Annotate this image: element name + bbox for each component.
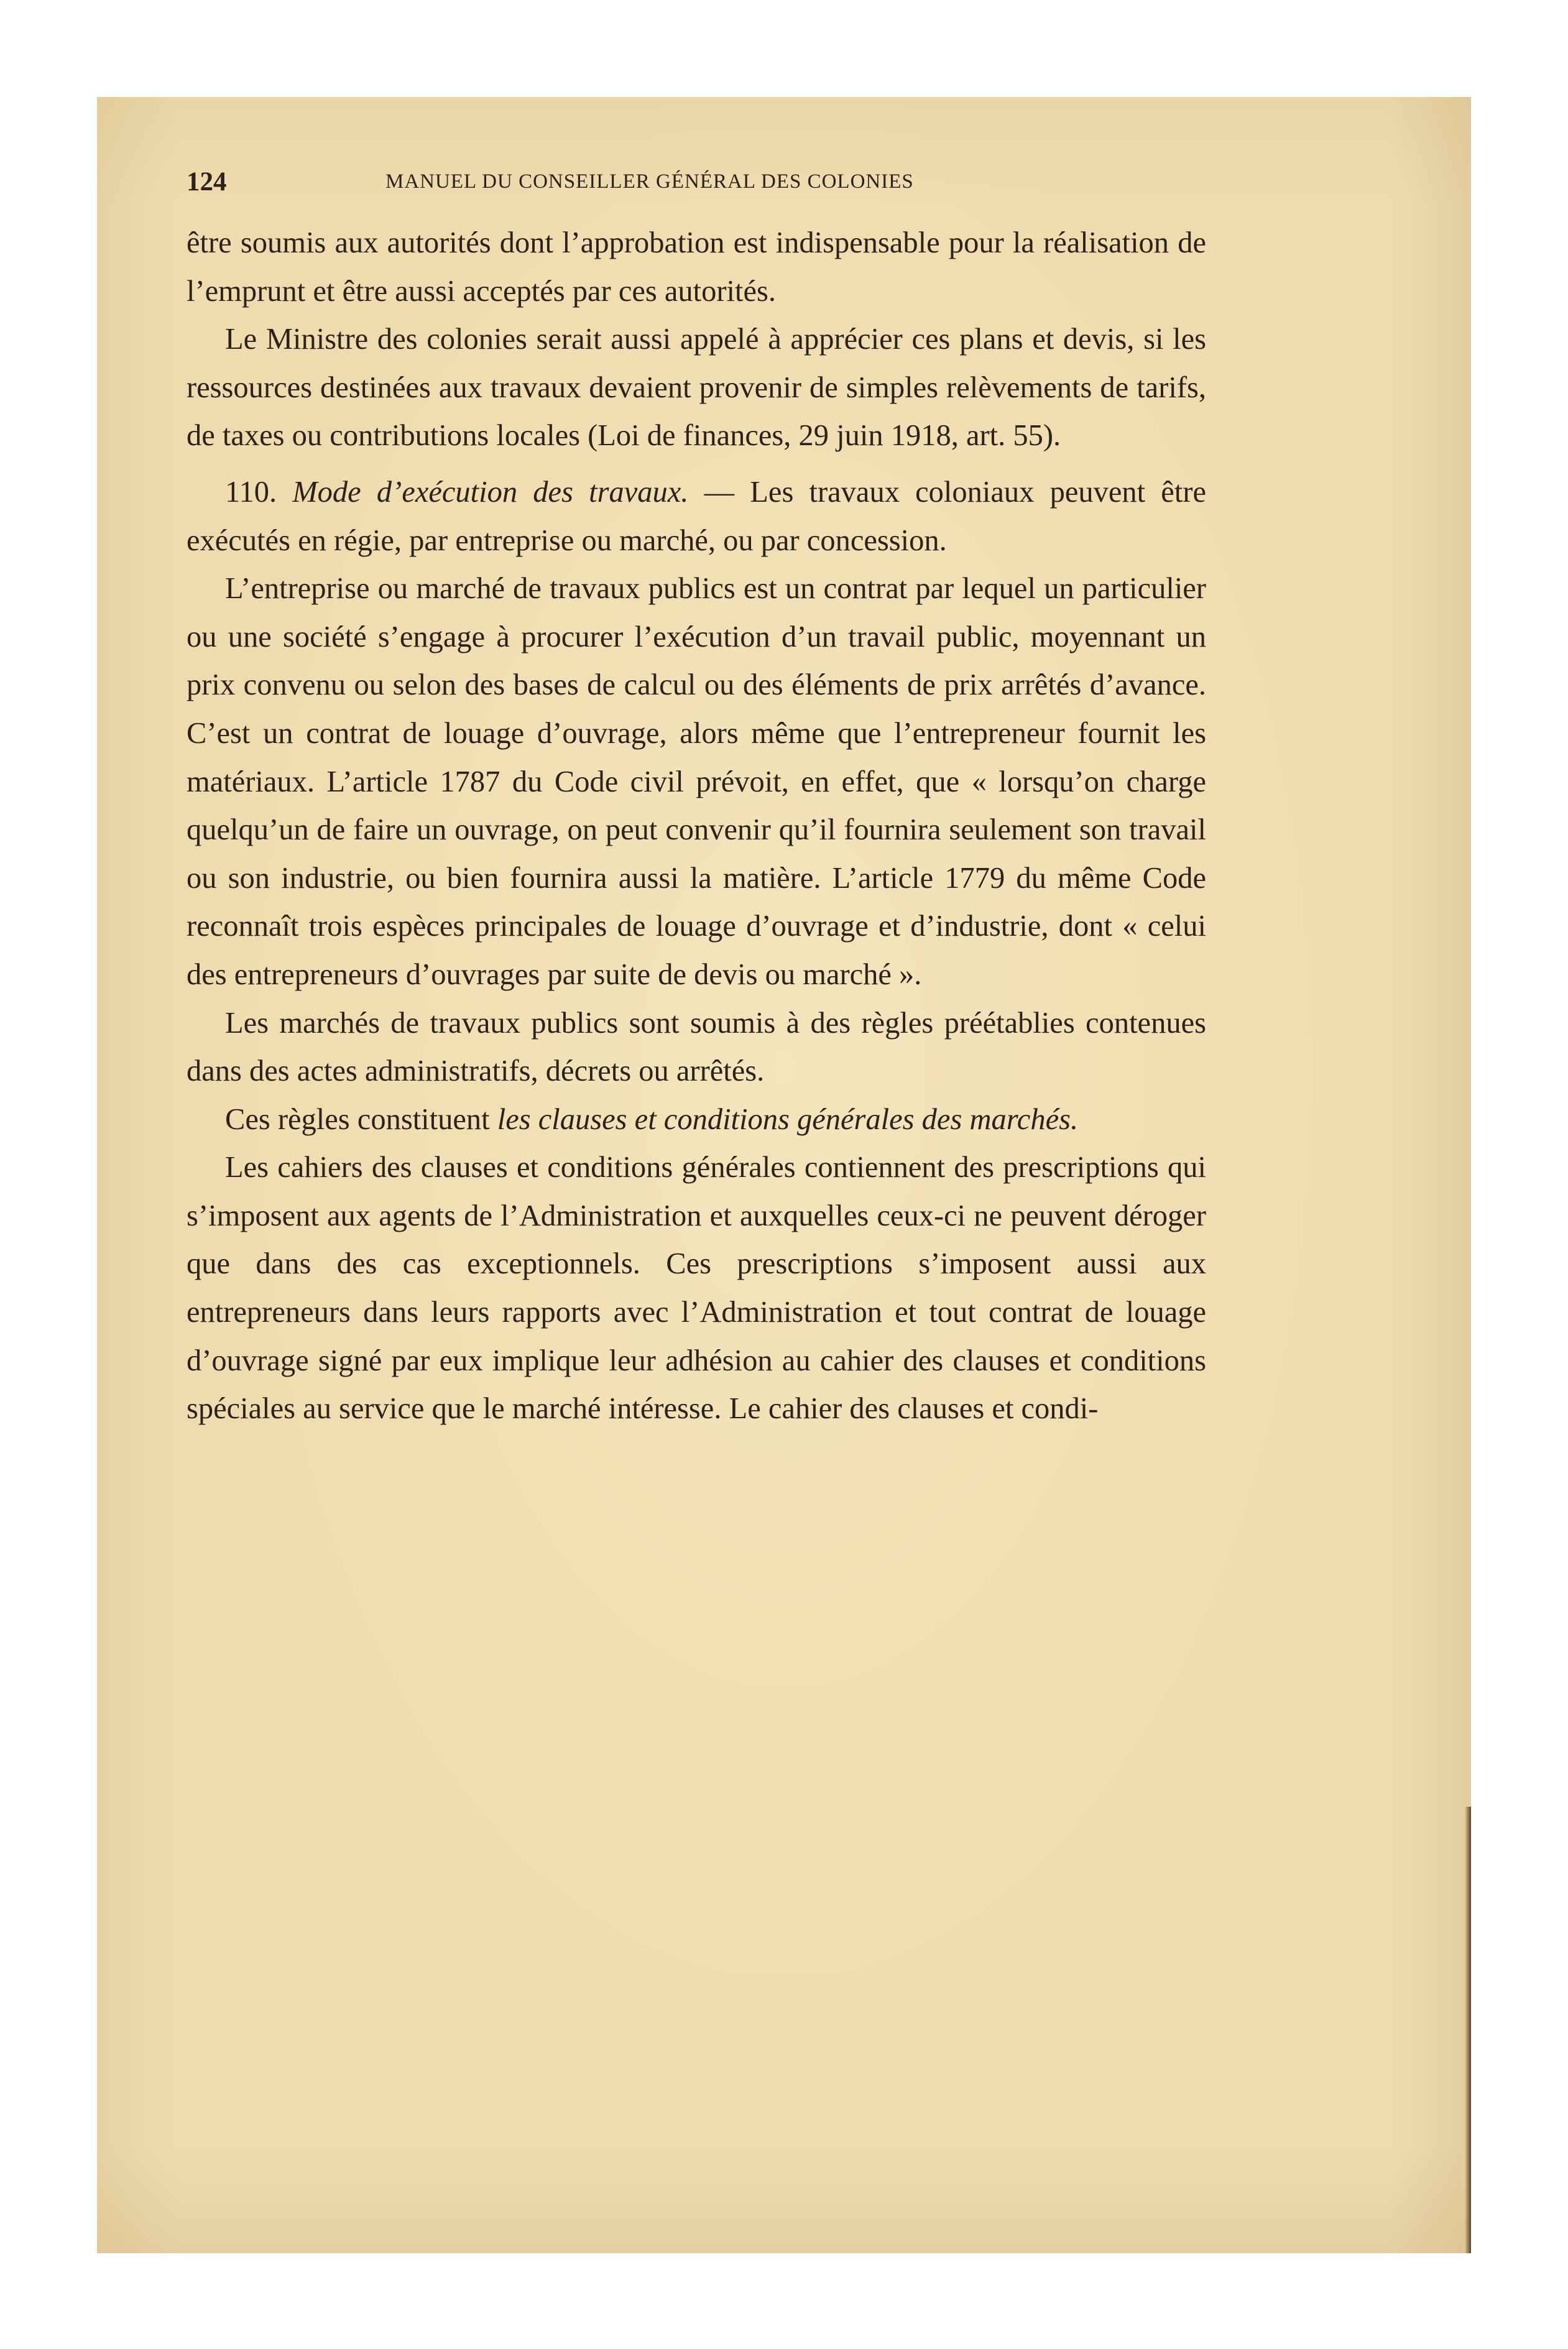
italic-phrase: les clauses et conditions générales des marchés. bbox=[497, 1102, 1079, 1136]
body-text bbox=[187, 219, 1206, 1433]
paragraph bbox=[187, 1096, 1206, 1144]
section-paragraph bbox=[187, 468, 1206, 565]
section-number: 110. bbox=[225, 475, 277, 509]
page-edge-shadow bbox=[1465, 1807, 1471, 2253]
paragraph: Les marchés de travaux publics sont soumis à des règles préétablies contenues dans des actes administratifs, décrets ou arrêtés. bbox=[187, 1006, 1206, 1088]
paragraph: Le Ministre des colonies serait aussi appelé à apprécier ces plans et devis, si les ressources destinées aux travaux devaient provenir de simples relèvements de tarifs, de taxes ou contributions locales (Loi de finances, 29 juin 1918, art. 55). bbox=[187, 323, 1206, 453]
section-title: Mode d’exécution des travaux. bbox=[292, 475, 689, 509]
paragraph-text: Ces règles constituent bbox=[225, 1102, 497, 1136]
paragraph-continuation: être soumis aux autorités dont l’approbation est indispensable pour la réalisation de l’emprunt et être aussi acceptés par ces autorités. bbox=[187, 226, 1206, 308]
running-title: MANUEL DU CONSEILLER GÉNÉRAL DES COLONIES bbox=[385, 170, 914, 193]
paragraph: L’entreprise ou marché de travaux publics est un contrat par lequel un particulier ou une société s’engage à procurer l’exécution d’un travail public, moyennant un prix convenu ou selon des bases de calcul ou des éléments de prix arrêtés d’avance. C’est un contrat de louage d’ouvrage, alors même que l’entrepreneur fournit les matériaux. L’article 1787 du Code civil prévoit, en effet, que « lorsqu’on charge quelqu’un de faire un ouvrage, on peut convenir qu’il fournira seulement son travail ou son industrie, ou bien fournira aussi la matière. L’article 1779 du même Code reconnaît trois espèces principales de louage d’ouvrage et d’industrie, dont « celui des entrepreneurs d’ouvrages par suite de devis ou marché ». bbox=[187, 572, 1206, 991]
page-number: 124 bbox=[187, 167, 227, 196]
running-head bbox=[187, 167, 1287, 204]
paragraph: Les cahiers des clauses et conditions générales contiennent des prescriptions qui s’imposent aux agents de l’Administration et auxquelles ceux-ci ne peuvent déroger que dans des cas exceptionnels. Ces prescriptions s’imposent aussi aux entrepreneurs dans leurs rapports avec l’Administration et tout contrat de louage d’ouvrage signé par eux implique leur adhésion au cahier des clauses et conditions spéciales au service que le marché intéresse. Le cahier des clauses et condi- bbox=[187, 1151, 1206, 1426]
section-text: — Les travaux coloniaux peuvent être exécutés en régie, par entreprise ou marché, ou par concession. bbox=[187, 475, 1206, 557]
